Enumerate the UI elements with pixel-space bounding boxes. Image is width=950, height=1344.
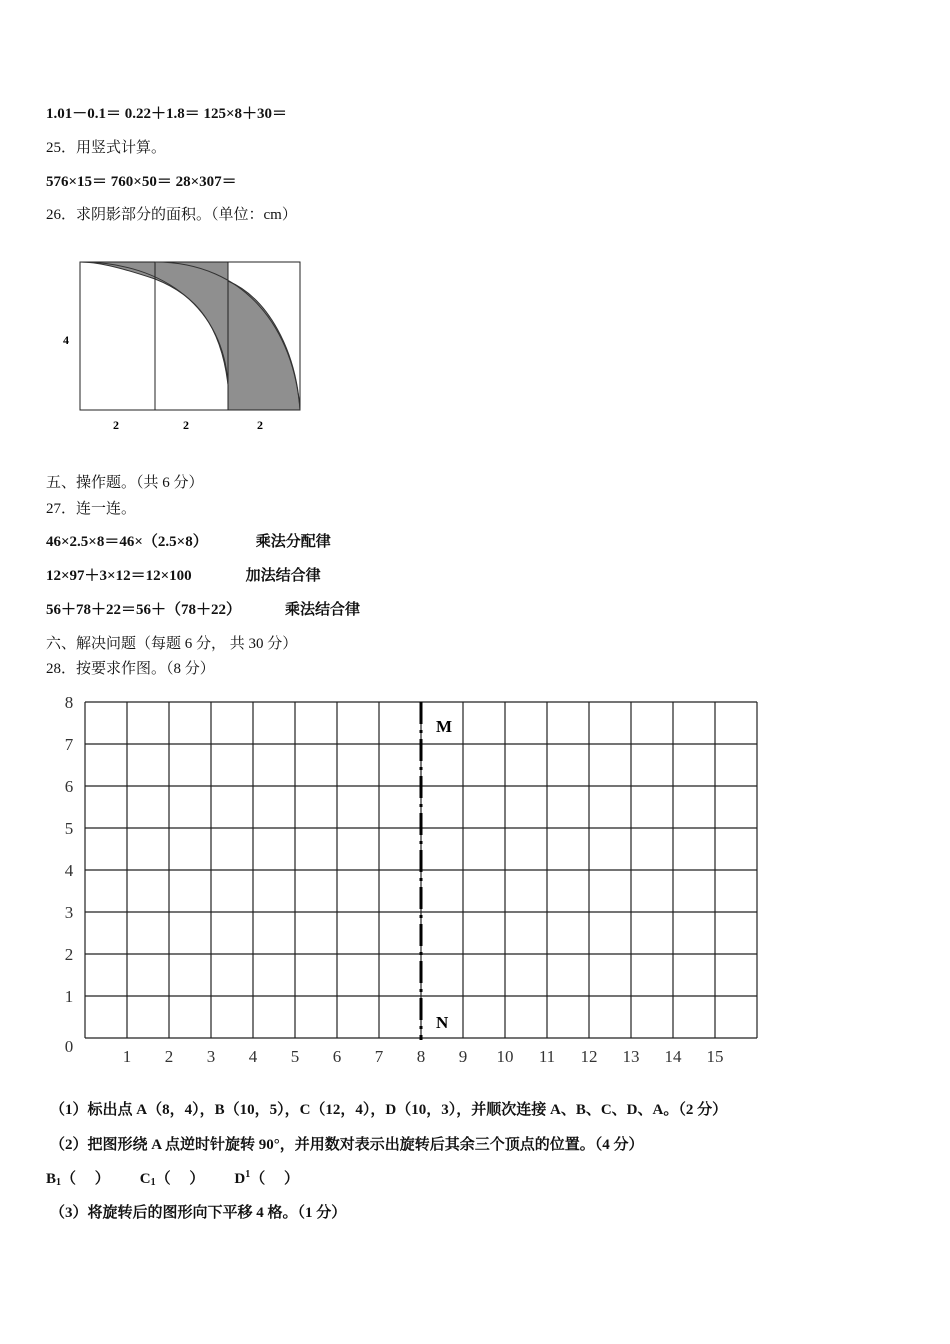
q26-figure xyxy=(46,250,316,440)
x-tick-label: 10 xyxy=(496,1047,514,1066)
y-tick-label: 3 xyxy=(64,903,74,922)
y-tick-label: 2 xyxy=(64,945,74,964)
q27-left-1: 46×2.5×8＝46×（2.5×8） xyxy=(46,534,208,550)
q25-expressions: 576×15＝ 760×50＝ 28×307＝ xyxy=(46,174,237,190)
label-m: M xyxy=(436,717,453,736)
c1-sub: 1 xyxy=(150,1177,156,1188)
x-tick-label: 9 xyxy=(458,1047,468,1066)
height-label: 4 xyxy=(63,333,69,347)
q25-title: 25．用竖式计算。 xyxy=(46,140,167,156)
q27-row-3 xyxy=(46,598,360,619)
y-tick-label: 1 xyxy=(64,987,74,1006)
q28-answers xyxy=(46,1167,299,1188)
x-tick-label: 2 xyxy=(164,1047,174,1066)
q28-part-3: （3）将旋转后的图形向下平移 4 格。（1 分） xyxy=(50,1205,347,1221)
coordinate-grid[interactable] xyxy=(0,690,800,1080)
q28-part-2: （2）把图形绕 A 点逆时针旋转 90°，并用数对表示出旋转后其余三个顶点的位置。（4 分） xyxy=(50,1137,644,1153)
x-tick-label: 4 xyxy=(248,1047,258,1066)
y-tick-label: 0 xyxy=(64,1037,74,1056)
d1-label: D xyxy=(234,1171,246,1187)
x-tick-label: 15 xyxy=(706,1047,724,1066)
x-axis-labels xyxy=(123,1047,724,1066)
c1-label: C xyxy=(139,1171,151,1187)
x-tick-label: 11 xyxy=(538,1047,556,1066)
y-tick-label: 4 xyxy=(64,861,74,880)
q27-row-2 xyxy=(46,564,321,585)
width-label-2: 2 xyxy=(183,418,189,432)
x-tick-label: 8 xyxy=(416,1047,426,1066)
x-tick-label: 5 xyxy=(290,1047,300,1066)
b1-sub: 1 xyxy=(56,1177,62,1188)
q27-title: 27．连一连。 xyxy=(46,501,137,517)
q27-row-1 xyxy=(46,530,331,551)
y-tick-label: 8 xyxy=(64,693,74,712)
q27-right-1[interactable]: 乘法分配律 xyxy=(255,534,331,550)
y-axis-labels xyxy=(65,693,74,1056)
y-tick-label: 7 xyxy=(64,735,74,754)
q27-right-2[interactable]: 加法结合律 xyxy=(245,568,321,584)
q26-title: 26．求阴影部分的面积。（单位：cm） xyxy=(46,207,297,223)
b1-label: B xyxy=(46,1171,57,1187)
x-tick-label: 12 xyxy=(580,1047,598,1066)
x-tick-label: 14 xyxy=(664,1047,682,1066)
q28-part-1: （1）标出点 A（8，4），B（10，5），C（12，4），D（10，3），并顺次连接 A、B、C、D、A。（2 分） xyxy=(50,1102,728,1118)
x-tick-label: 3 xyxy=(206,1047,216,1066)
x-tick-label: 13 xyxy=(622,1047,640,1066)
q27-left-2: 12×97＋3×12＝12×100 xyxy=(46,568,192,584)
x-tick-label: 1 xyxy=(122,1047,132,1066)
width-label-3: 2 xyxy=(257,418,263,432)
width-label-1: 2 xyxy=(113,418,119,432)
q27-left-3: 56＋78＋22＝56＋（78＋22） xyxy=(46,602,242,618)
x-tick-label: 6 xyxy=(332,1047,342,1066)
q27-right-3[interactable]: 乘法结合律 xyxy=(285,602,361,618)
d1-sup: 1 xyxy=(245,1169,251,1180)
section5-title: 五、操作题。（共 6 分） xyxy=(46,475,204,491)
shaded-region-1 xyxy=(80,262,155,279)
y-tick-label: 5 xyxy=(64,819,74,838)
section6-title: 六、解决问题（每题 6 分， 共 30 分） xyxy=(46,636,298,652)
q24-expressions: 1.01－0.1＝ 0.22＋1.8＝ 125×8＋30＝ xyxy=(46,106,288,122)
label-n: N xyxy=(436,1013,449,1032)
q28-title: 28．按要求作图。（8 分） xyxy=(46,661,215,677)
b1-blank[interactable]: （ ） xyxy=(61,1171,110,1187)
y-tick-label: 6 xyxy=(64,777,74,796)
x-tick-label: 7 xyxy=(374,1047,384,1066)
d1-blank[interactable]: （ ） xyxy=(250,1171,299,1187)
c1-blank[interactable]: （ ） xyxy=(155,1171,205,1187)
